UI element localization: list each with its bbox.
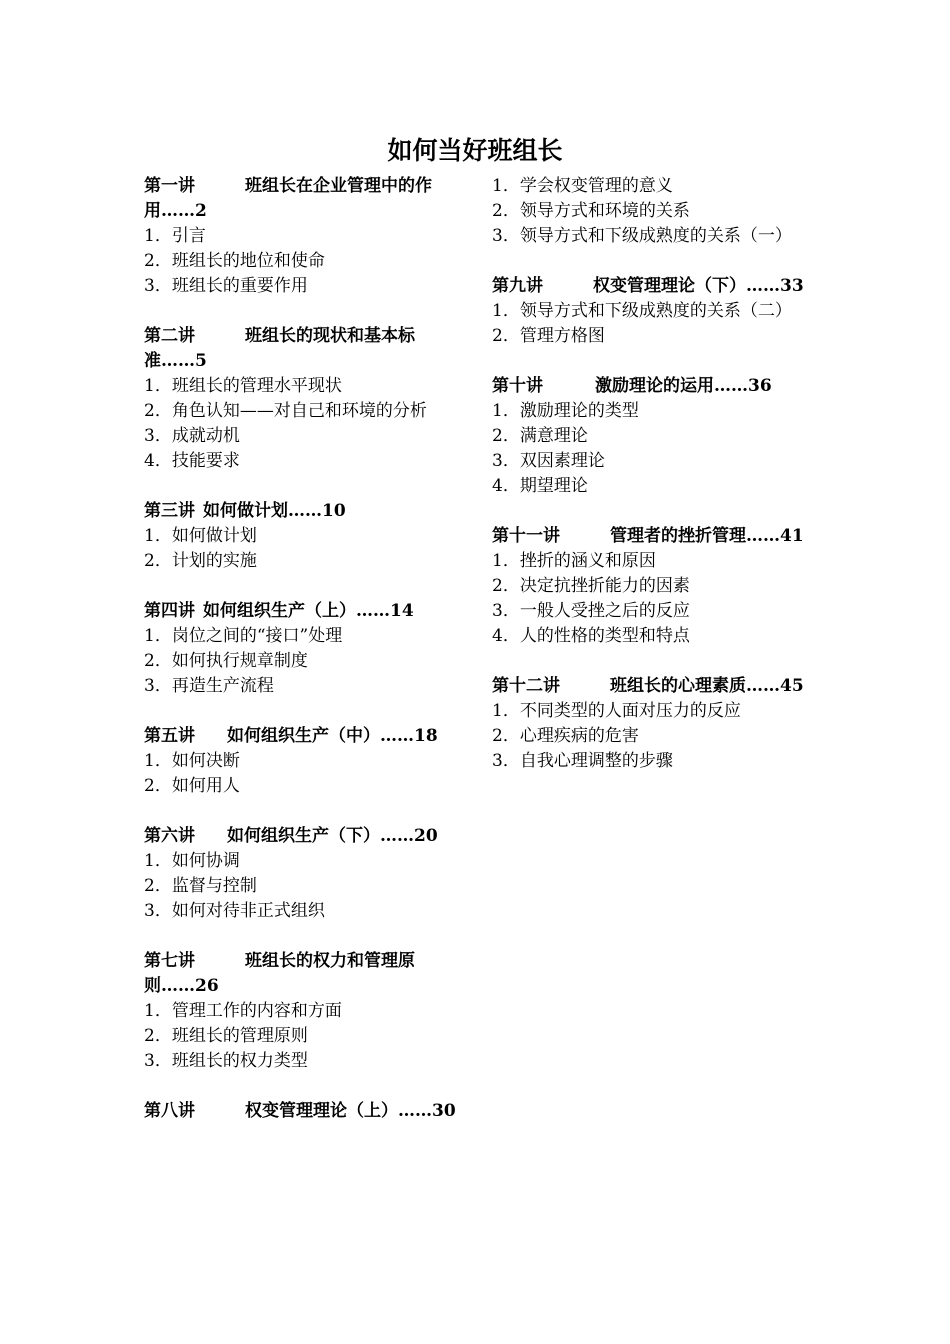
- toc-section-4: [144, 599, 462, 699]
- lecture-number: 第十讲: [492, 376, 543, 396]
- list-item: 1．学会权变管理的意义: [492, 176, 673, 196]
- lecture-heading: [144, 499, 462, 524]
- toc-section-6: [144, 824, 462, 924]
- list-item: 2．如何用人: [144, 776, 240, 796]
- toc-section-3: [144, 499, 462, 574]
- list-item: 1．如何决断: [144, 751, 240, 771]
- toc-section-7: [144, 949, 462, 1074]
- list-item: 1．班组长的管理水平现状: [144, 376, 342, 396]
- list-item: 4．技能要求: [144, 451, 240, 471]
- lecture-heading: [144, 324, 462, 374]
- list-item: 2．如何执行规章制度: [144, 651, 308, 671]
- list-item: 2．班组长的地位和使命: [144, 251, 325, 271]
- list-item: 3．成就动机: [144, 426, 240, 446]
- list-item: 1．领导方式和下级成熟度的关系（二）: [492, 301, 792, 321]
- lecture-heading: [492, 274, 810, 299]
- list-item: 1．岗位之间的“接口”处理: [144, 626, 343, 646]
- lecture-number: 第三讲: [144, 501, 195, 521]
- toc-section-8-items: [492, 174, 810, 249]
- toc-section-10: [492, 374, 810, 499]
- list-item: 1．如何做计划: [144, 526, 257, 546]
- list-item: 3．班组长的重要作用: [144, 276, 308, 296]
- list-item: 3．班组长的权力类型: [144, 1051, 308, 1071]
- lecture-number: 第六讲: [144, 826, 195, 846]
- lecture-number: 第八讲: [144, 1101, 195, 1121]
- lecture-title: 管理者的挫折管理……41: [610, 526, 804, 546]
- lecture-heading: [144, 174, 462, 224]
- lecture-title: 权变管理理论（上）……30: [245, 1101, 456, 1121]
- list-item: 3．自我心理调整的步骤: [492, 751, 673, 771]
- page-title: 如何当好班组长: [387, 136, 563, 165]
- lecture-heading: [492, 674, 810, 699]
- lecture-heading: [144, 1099, 462, 1124]
- list-item: 3．一般人受挫之后的反应: [492, 601, 690, 621]
- list-item: 2．管理方格图: [492, 326, 605, 346]
- lecture-title: 班组长的现状和基本标准……5: [144, 326, 415, 371]
- lecture-number: 第十二讲: [492, 676, 560, 696]
- list-item: 2．监督与控制: [144, 876, 257, 896]
- lecture-heading: [144, 724, 462, 749]
- lecture-title: 班组长的权力和管理原则……26: [144, 951, 415, 996]
- lecture-number: 第十一讲: [492, 526, 560, 546]
- toc-column-left: [144, 174, 462, 1149]
- lecture-title: 如何做计划……10: [203, 501, 346, 521]
- list-item: 2．角色认知——对自己和环境的分析: [144, 401, 427, 421]
- lecture-number: 第五讲: [144, 726, 195, 746]
- lecture-number: 第七讲: [144, 951, 195, 971]
- list-item: 2．心理疾病的危害: [492, 726, 639, 746]
- lecture-number: 第二讲: [144, 326, 195, 346]
- list-item: 1．挫折的涵义和原因: [492, 551, 656, 571]
- list-item: 4．人的性格的类型和特点: [492, 626, 690, 646]
- lecture-heading: [144, 599, 462, 624]
- lecture-title: 如何组织生产（下）……20: [227, 826, 438, 846]
- list-item: 3．领导方式和下级成熟度的关系（一）: [492, 226, 792, 246]
- toc-section-12: [492, 674, 810, 774]
- list-item: 2．领导方式和环境的关系: [492, 201, 690, 221]
- list-item: 4．期望理论: [492, 476, 588, 496]
- lecture-heading: [144, 824, 462, 849]
- toc-section-11: [492, 524, 810, 649]
- lecture-heading: [492, 524, 810, 549]
- lecture-title: 班组长的心理素质……45: [610, 676, 804, 696]
- lecture-title: 权变管理理论（下）……33: [593, 276, 804, 296]
- list-item: 1．引言: [144, 226, 206, 246]
- list-item: 2．决定抗挫折能力的因素: [492, 576, 690, 596]
- list-item: 3．如何对待非正式组织: [144, 901, 325, 921]
- lecture-title: 如何组织生产（上）……14: [203, 601, 414, 621]
- lecture-title: 班组长在企业管理中的作用……2: [144, 176, 432, 221]
- list-item: 1．如何协调: [144, 851, 240, 871]
- list-item: 1．不同类型的人面对压力的反应: [492, 701, 741, 721]
- lecture-title: 激励理论的运用……36: [595, 376, 772, 396]
- list-item: 2．满意理论: [492, 426, 588, 446]
- toc-section-5: [144, 724, 462, 799]
- toc-column-right: [492, 174, 810, 799]
- list-item: 2．班组长的管理原则: [144, 1026, 308, 1046]
- list-item: 3．双因素理论: [492, 451, 605, 471]
- lecture-number: 第一讲: [144, 176, 195, 196]
- lecture-title: 如何组织生产（中）……18: [227, 726, 438, 746]
- lecture-number: 第四讲: [144, 601, 195, 621]
- lecture-heading: [492, 374, 810, 399]
- lecture-number: 第九讲: [492, 276, 543, 296]
- toc-section-8-heading: [144, 1099, 462, 1124]
- toc-section-1: [144, 174, 462, 299]
- list-item: 2．计划的实施: [144, 551, 257, 571]
- lecture-heading: [144, 949, 462, 999]
- toc-section-9: [492, 274, 810, 349]
- toc-section-2: [144, 324, 462, 474]
- list-item: 1．激励理论的类型: [492, 401, 639, 421]
- list-item: 1．管理工作的内容和方面: [144, 1001, 342, 1021]
- list-item: 3．再造生产流程: [144, 676, 274, 696]
